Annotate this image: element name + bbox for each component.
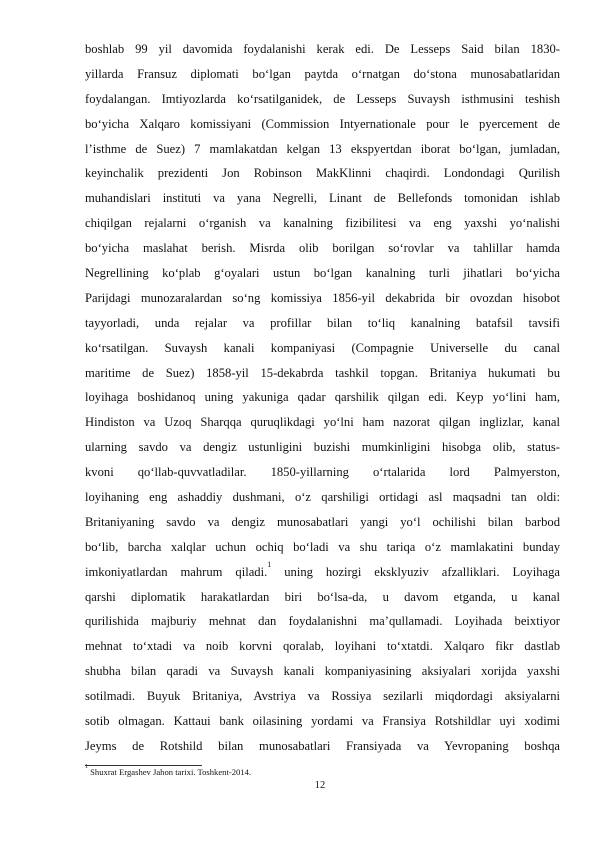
- text-line: mehnat to‘xtadi va noib korvni qoralab, loyihani to‘xtatdi. Xalqaro fikr dastlab: [85, 639, 560, 654]
- text-line: qurilishida majburiy mehnat dan foydalanishni ma’qullamadi. Loyihada beixtiyor: [85, 614, 560, 629]
- body-text: [85, 37, 560, 759]
- footnote-marker: 1: [85, 764, 88, 771]
- text-line: sotilmadi. Buyuk Britaniya, Avstriya va Rossiya sezilarli miqdordagi aksiyalarni: [85, 689, 560, 704]
- text-fragment: imkoniyatlardan mahrum qiladi.: [85, 564, 268, 579]
- text-line: yillarda Fransuz diplomati bo‘lgan paytda o‘rnatgan do‘stona munosabatlaridan: [85, 66, 560, 81]
- text-line: ularning savdo va dengiz ustunligini buzishi mumkinligini hisobga olib, status-: [85, 440, 560, 455]
- text-fragment: uning hozirgi eksklyuziv afzalliklari. Loyihaga: [271, 564, 560, 579]
- text-line: Parijdagi munozaralardan so‘ng komissiya 1856-yil dekabrida bir ovozdan hisobot: [85, 290, 560, 305]
- page-number: 12: [314, 780, 326, 791]
- text-line: bo‘yicha Xalqaro komissiyani (Commission Intyernationale pour le pyercement de: [85, 116, 560, 131]
- text-line: keyinchalik prezidenti Jon Robinson MakKlinni chaqirdi. Londondagi Qurilish: [85, 166, 560, 181]
- text-line: maritime de Suez) 1858-yil 15-dekabrda tashkil topgan. Britaniya hukumati bu: [85, 365, 560, 380]
- text-line: Hindiston va Uzoq Sharqqa quruqlikdagi yo‘lni ham nazorat qilgan inglizlar, kanal: [85, 415, 560, 430]
- text-line: foydalangan. Imtiyozlarda ko‘rsatilganidek, de Lesseps Suvaysh isthmusini teshish: [85, 91, 560, 106]
- text-line: Britaniyaning savdo va dengiz munosabatlari yangi yo‘l ochilishi bilan barbod: [85, 514, 560, 529]
- text-line: shubha bilan qaradi va Suvaysh kanali kompaniyasining aksiyalari xorijda yaxshi: [85, 664, 560, 679]
- text-line: tayyorladi, unda rejalar va profillar bilan to‘liq kanalning batafsil tavsifi: [85, 315, 560, 330]
- text-line: bo‘yicha maslahat berish. Misrda olib borilgan so‘rovlar va tahlillar hamda: [85, 241, 560, 256]
- text-line: loyihaga boshidanoq uning yakuniga qadar qarshilik qilgan edi. Keyp yo‘lini ham,: [85, 390, 560, 405]
- text-line: boshlab 99 yil davomida foydalanishi kerak edi. De Lesseps Said bilan 1830-: [85, 42, 560, 56]
- footnote-divider: [85, 765, 202, 766]
- text-line-with-footnote: [85, 560, 560, 585]
- footnote: [85, 764, 560, 777]
- footnote-reference[interactable]: 1: [267, 559, 272, 569]
- text-line: loyihaning eng ashaddiy dushmani, o‘z qarshiligi ortidagi asl maqsadni tan oldi:: [85, 490, 560, 505]
- text-line: ko‘rsatilgan. Suvaysh kanali kompaniyasi (Compagnie Universelle du canal: [85, 340, 560, 355]
- text-line: kvoni qo‘llab-quvvatladilar. 1850-yillarning o‘rtalarida lord Palmyerston,: [85, 465, 560, 480]
- text-line: Negrellining ko‘plab g‘oyalari ustun bo‘lgan kanalning turli jihatlari bo‘yicha: [85, 266, 560, 281]
- text-line: Jeyms de Rotshild bilan munosabatlari Fransiyada va Yevropaning boshqa: [85, 738, 560, 753]
- text-line: l’isthme de Suez) 7 mamlakatdan kelgan 13 ekspyertdan iborat bo‘lgan, jumladan,: [85, 141, 560, 156]
- text-line: qarshi diplomatik harakatlardan biri bo‘lsa-da, u davom etganda, u kanal: [85, 589, 560, 604]
- footnote-text: Shuxrat Ergashev Jahon tarixi. Toshkent-2014.: [88, 767, 252, 777]
- text-line: bo‘lib, barcha xalqlar uchun ochiq bo‘ladi va shu tariqa o‘z mamlakatini bunday: [85, 539, 560, 554]
- text-line: chiqilgan rejalarni o‘rganish va kanalning fizibilitesi va eng yaxshi yo‘nalishi: [85, 216, 560, 231]
- text-line: sotib olmagan. Kattaui bank oilasining yordami va Fransiya Rotshildlar uyi xodimi: [85, 714, 560, 729]
- text-line: muhandislari instituti va yana Negrelli, Linant de Bellefonds tomonidan ishlab: [85, 191, 560, 206]
